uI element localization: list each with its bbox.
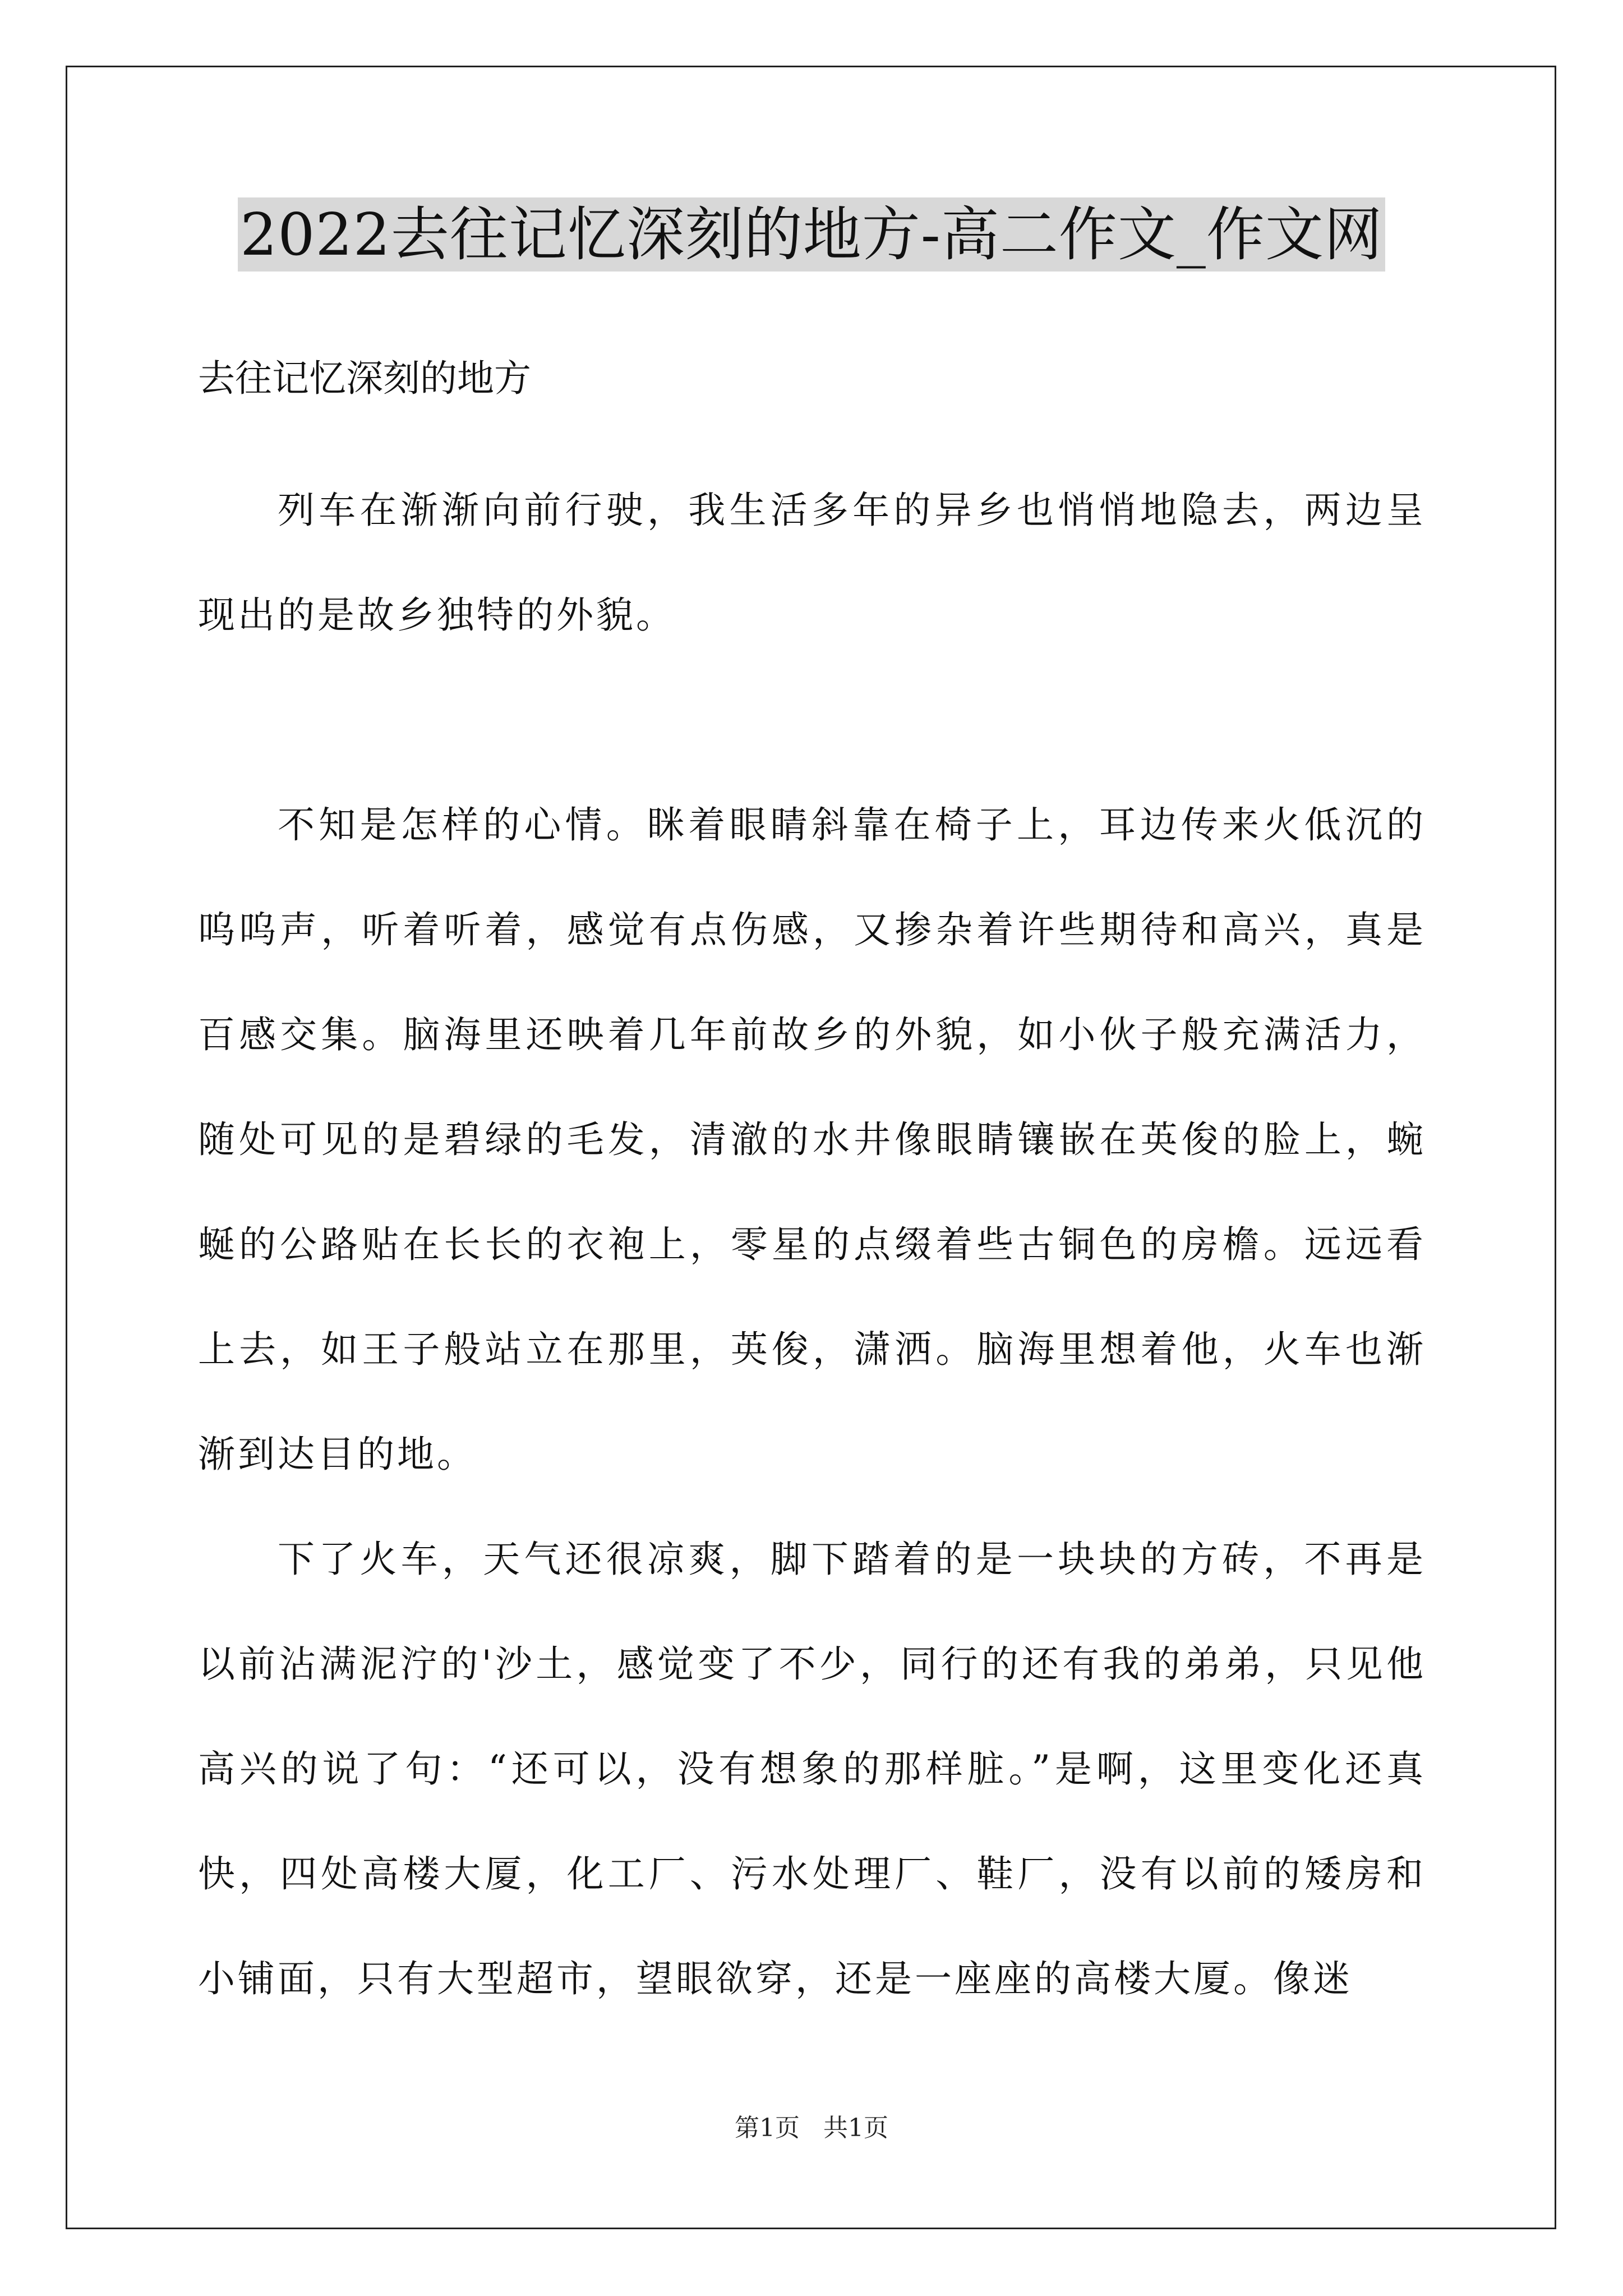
page-footer: 第1页 共1页 <box>735 2114 888 2142</box>
paragraph-gap <box>198 668 1426 772</box>
document-title: 2022去往记忆深刻的地方-高二作文_作文网 <box>238 197 1385 272</box>
essay-body <box>198 458 1426 2031</box>
paragraph-3: 下了火车，天气还很凉爽，脚下踏着的是一块块的方砖，不再是以前沾满泥泞的'沙土，感觉变了不少，同行的还有我的弟弟，只见他高兴的说了句：“还可以，没有想象的那样脏。”是啊，这里变化还真快，四处高楼大厦，化工厂、污水处理厂、鞋厂，没有以前的矮房和小铺面，只有大型超市，望眼欲穿，还是一座座的高楼大厦。像迷 <box>198 1538 1426 2000</box>
title-container <box>0 197 1623 272</box>
paragraph-2: 不知是怎样的心情。眯着眼睛斜靠在椅子上，耳边传来火低沉的呜呜声，听着听着，感觉有点伤感，又掺杂着许些期待和高兴，真是百感交集。脑海里还映着几年前故乡的外貌，如小伙子般充满活力，随处可见的是碧绿的毛发，清澈的水井像眼睛镶嵌在英俊的脸上，蜿蜒的公路贴在长长的衣袍上，零星的点缀着些古铜色的房檐。远远看上去，如王子般站立在那里，英俊，潇洒。脑海里想着他，火车也渐渐到达目的地。 <box>198 803 1426 1476</box>
essay-heading: 去往记忆深刻的地方 <box>198 357 531 400</box>
paragraph-1: 列车在渐渐向前行驶，我生活多年的异乡也悄悄地隐去，两边呈现出的是故乡独特的外貌。 <box>198 489 1426 637</box>
